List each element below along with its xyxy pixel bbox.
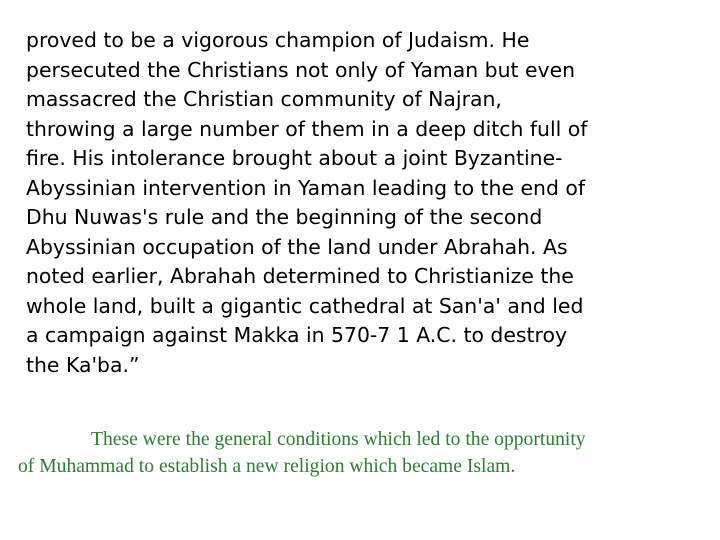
- quote-line: fire. His intolerance brought about a joint Byzantine-: [26, 146, 563, 170]
- quoted-passage: [26, 26, 706, 380]
- conclusion-paragraph: [18, 426, 708, 480]
- conclusion-line-2: of Muhammad to establish a new religion which became Islam.: [18, 456, 516, 477]
- quote-line: Dhu Nuwas's rule and the beginning of the second: [26, 205, 543, 229]
- quote-line: Abyssinian intervention in Yaman leading to the end of: [26, 175, 586, 200]
- quote-line: noted earlier, Abrahah determined to Christianize the: [26, 264, 574, 288]
- quote-line: Abyssinian occupation of the land under Abrahah. As: [26, 234, 568, 259]
- quote-line: the Ka'ba.”: [26, 352, 140, 377]
- quote-line: massacred the Christian community of Najran,: [26, 87, 502, 111]
- quote-line: throwing a large number of them in a deep ditch full of: [26, 116, 588, 141]
- conclusion-line-1: These were the general conditions which led to the opportunity: [91, 429, 586, 450]
- quote-line: a campaign against Makka in 570-7 1 A.C. to destroy: [26, 323, 568, 347]
- quote-line: proved to be a vigorous champion of Judaism. He: [26, 28, 530, 52]
- quote-line: persecuted the Christians not only of Yaman but even: [26, 57, 576, 82]
- quote-line: whole land, built a gigantic cathedral at San'a' and led: [26, 293, 584, 318]
